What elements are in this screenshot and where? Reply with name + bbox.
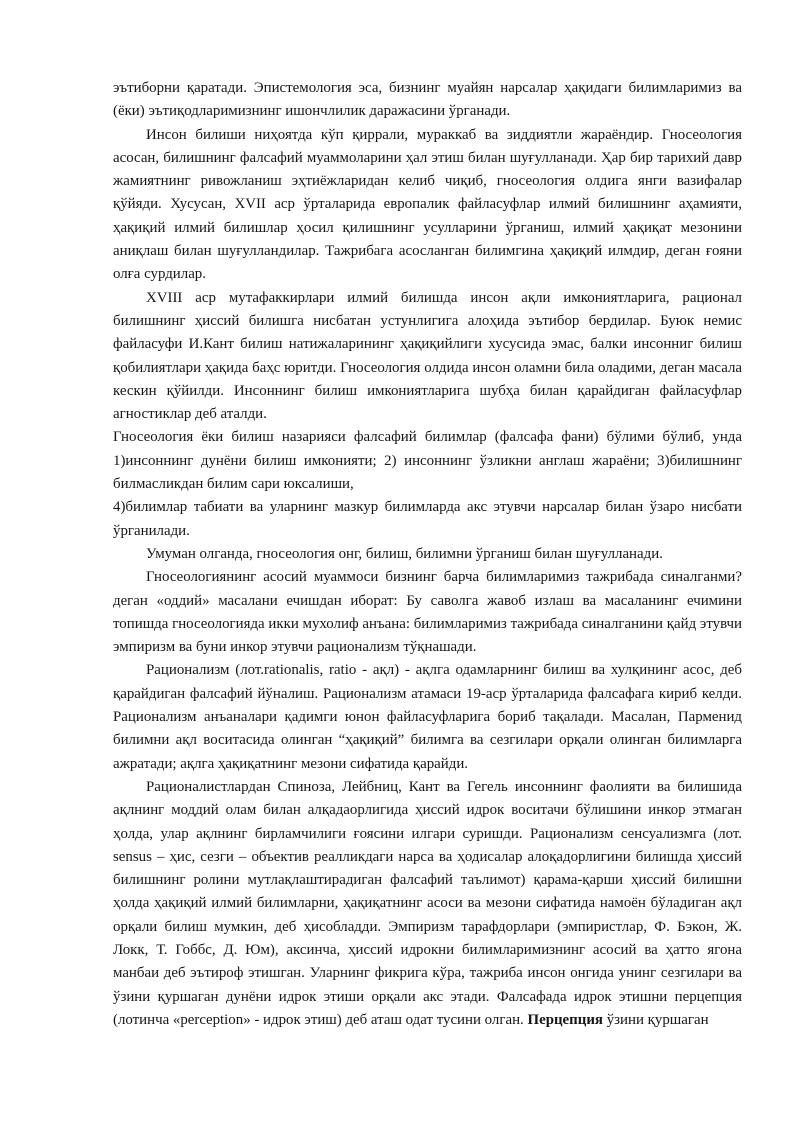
bold-term-perception: Перцепция	[527, 1011, 603, 1028]
paragraph-rationalists	[113, 776, 742, 1032]
paragraph-18th-century: XVIII аср мутафаккирлари илмий билишда инсон ақли имкониятларига, рационал билишнинг ҳиссий билишга нисбатан устунлигига алоҳида эътибор бердилар. Буюк немис файласуфи И.Кант билиш натижаларининг ҳақиқийлиги хусусида эмас, балки инсонниг билиш қобилиятлари ҳақида баҳс юритди. Гносеология олдида инсон оламни била оладими, деган масала кескин қўйилди. Инсоннинг билиш имкониятларига шубҳа билан қарайдиган файласуфлар агностиклар деб аталди.	[113, 289, 742, 423]
paragraph-rationalism: Рационализм (лот.rationalis, ratio - ақл) - ақлга одамларнинг билиш ва хулқининг асос, деб қарайдиган фалсафий йўналиш. Рационализм атамаси 19-аср ўрталарида фалсафага кириб келди. Рационализм анъаналари қадимги юнон файласуфларига бориб тақалади. Масалан, Парменид билимни ақл воситасида олинган “ҳақиқий” билимга ва сезгилари орқали олинган билимларга ажратади; ақлга ҳақиқатнинг мезони сифатида қарайди.	[113, 662, 742, 772]
paragraph-gnoseology-definition: Гносеология ёки билиш назарияси фалсафий билимлар (фалсафа фани) бўлими бўлиб, унда 1)инсоннинг дунёни билиш имконияти; 2) инсоннинг ўзликни англаш жараёни; 3)билишнинг билмасликдан билим сари юксалиши,	[113, 429, 742, 493]
paragraph-rationalists-text: Рационалистлардан Спиноза, Лейбниц, Кант ва Гегель инсоннинг фаолияти ва билишида ақлнинг моддий олам билан алқадаорлигида ҳиссий идрок воситачи бўлишини инкор этмаган ҳолда, улар ақлнинг бирламчилиги ғоясини илгари суришди. Рационализм сенсуализмга (лот. sensus – ҳис, сезги – объектив реалликдаги нарса ва ҳодисалар алоқадорлигини билишда ҳиссий билишнинг ролини мутлақлаштирадиган фалсафий таълимот) қарама-қарши ҳиссий билишни ҳолда ҳақиқий илмий билимларни, ҳақиқатнинг асоси ва мезони сифатида намоён бўладиган ақл орқали билиш мумкин, деб ҳисобладди. Эмпиризм тарафдорлари (эмпиристлар, Ф. Бэкон, Ж. Локк, Т. Гоббс, Д. Юм), аксинча, ҳиссий идрокни билимларимизнинг асосий ва ҳатто ягона манбаи деб эътироф этишган. Уларнинг фикрига кўра, тажриба инсон онгида унинг сезгилари ва ўзини қуршаган дунёни идрок этиши орқали акс этади. Фалсафада идрок этишни перцепция (лотинча «perception» - идрок этиш) деб аташ одат тусини олган.	[113, 778, 742, 1028]
document-page	[113, 77, 742, 1032]
paragraph-epistemology-intro: эътиборни қаратади. Эпистемология эса, бизнинг муайян нарсалар ҳақидаги билимларимиз ва (ёки) эътиқодларимизнинг ишончлилик даражасини ўрганади.	[113, 80, 742, 120]
paragraph-general-summary: Умуман олганда, гносеология онг, билиш, билимни ўрганиш билан шуғулланади.	[146, 545, 663, 562]
paragraph-rationalists-tail: ўзини қуршаган	[602, 1011, 709, 1028]
paragraph-main-problem: Гносеологиянинг асосий муаммоси бизнинг барча билимларимиз тажрибада синалганми? деган «оддий» масалани ечишдан иборат: Бу саволга жавоб излаш ва масаланинг ечимини топишда гносеологияда икки мухолиф анъана: билимларимиз тажрибада синалганини қайд этувчи эмпиризм ва буни инкор этувчи рационализм тўқнашади.	[113, 569, 742, 656]
paragraph-human-cognition: Инсон билиши ниҳоятда кўп қиррали, мураккаб ва зиддиятли жараёндир. Гносеология асосан, билишнинг фалсафий муаммоларини ҳал этиш билан шуғулланади. Ҳар бир тарихий давр жамиятнинг ривожланиш эҳтиёжларидан келиб чиқиб, гносеология олдига янги вазифалар қўйяди. Хусусан, XVII аср ўрталарида европалик файласуфлар илмий билишнинг аҳамияти, ҳақиқий илмий билишлар ҳосил қилишнинг усулларини ўрганиш, илмий ҳақиқат мезонини аниқлаш билан шуғулландилар. Тажрибага асосланган билимгина ҳақиқий илмдир, деган ғояни олға сурдилар.	[113, 126, 742, 283]
paragraph-knowledge-nature: 4)билимлар табиати ва уларнинг мазкур билимларда акс этувчи нарсалар билан ўзаро нисбати ўрганилади.	[113, 499, 742, 539]
